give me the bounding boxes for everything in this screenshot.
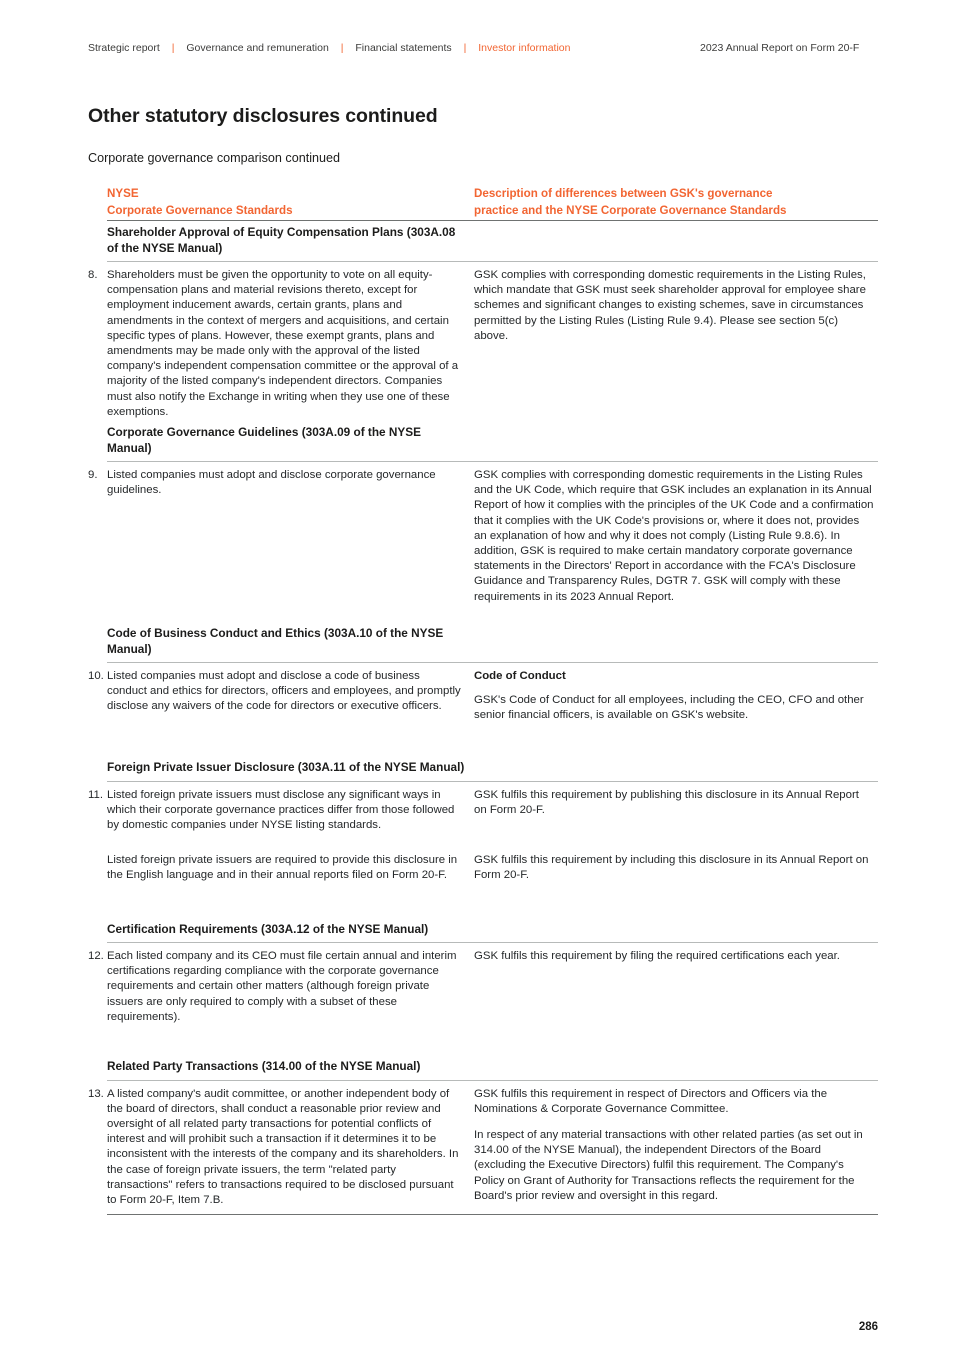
- corporate-governance-comparison-table: [88, 186, 878, 1215]
- page-number: 286: [858, 1321, 878, 1333]
- row-description-text: GSK fulfils this requirement by including this disclosure in its Annual Report on Form 20-F.: [474, 853, 869, 881]
- column-header-line2: practice and the NYSE Corporate Governance Standards: [474, 203, 787, 217]
- running-header: [88, 41, 878, 55]
- table-row: [88, 462, 878, 622]
- row-number: 10.: [88, 670, 104, 682]
- breadcrumb-separator: |: [463, 42, 467, 54]
- row-requirement-text: Listed companies must adopt and disclose a code of business conduct and ethics for directors, officers and employees, and promptly disclose any waivers of the code for directors or executive officers.: [107, 670, 461, 713]
- section-heading: Shareholder Approval of Equity Compensation Plans (303A.08 of the NYSE Manual): [107, 225, 456, 255]
- row-number: 12.: [88, 950, 104, 962]
- table-header-row: [88, 186, 878, 220]
- row-description-text: [474, 1087, 874, 1204]
- row-description-paragraph: In respect of any material transactions with other related parties (as set out in 314.00 of the NYSE Manual), the independent Directors of the Board (excluding the Executive Directors) fulfil this requirement. The Company's Policy on Grant of Authority for Transactions reflects the requirement for the Board's prior review and oversight in this regard.: [474, 1128, 863, 1202]
- breadcrumb-item-financial-statements[interactable]: Financial statements: [355, 42, 452, 54]
- table-row: [88, 262, 878, 421]
- column-header-line2: Corporate Governance Standards: [107, 203, 293, 217]
- column-header-line1: Description of differences between GSK's governance: [474, 187, 773, 200]
- section-heading: Related Party Transactions (314.00 of the NYSE Manual): [107, 1059, 421, 1073]
- section-heading: Certification Requirements (303A.12 of the NYSE Manual): [107, 921, 429, 936]
- section-heading: Corporate Governance Guidelines (303A.09 of the NYSE Manual): [107, 425, 422, 455]
- document-reference: 2023 Annual Report on Form 20-F: [700, 42, 860, 54]
- table-row: [88, 782, 878, 847]
- row-number: 9.: [88, 469, 98, 481]
- row-description-text: GSK fulfils this requirement by filing the required certifications each year.: [474, 950, 840, 962]
- row-number: 8.: [88, 269, 98, 281]
- page-title: Other statutory disclosures continued: [88, 105, 438, 127]
- section-heading: Foreign Private Issuer Disclosure (303A.11 of the NYSE Manual): [107, 760, 465, 774]
- breadcrumb-separator: |: [171, 42, 175, 54]
- column-header-gsk-description: [474, 186, 874, 219]
- column-header-nyse-standards: [107, 186, 457, 219]
- breadcrumb-separator: |: [340, 42, 344, 54]
- row-description-text: GSK complies with corresponding domestic requirements in the Listing Rules, which mandate that GSK must seek shareholder approval for employee share schemes and significant changes to existing schemes, save in circumstances permitted by the Listing Rules (Listing Rule 9.4). Please see section 5(c) above.: [474, 269, 866, 342]
- row-number: 11.: [88, 788, 103, 801]
- row-number: 13.: [88, 1087, 104, 1100]
- row-description-body: GSK's Code of Conduct for all employees, including the CEO, CFO and other senior financial officers, is available on GSK's website.: [474, 694, 864, 722]
- breadcrumb-item-strategic-report[interactable]: Strategic report: [88, 42, 160, 54]
- row-requirement-text: Listed companies must adopt and disclose corporate governance guidelines.: [107, 469, 436, 497]
- breadcrumb: [88, 41, 570, 55]
- breadcrumb-item-governance-and-remuneration[interactable]: Governance and remuneration: [186, 42, 329, 54]
- table-row: [88, 847, 878, 918]
- breadcrumb-item-investor-information[interactable]: Investor information: [478, 42, 571, 54]
- section-subtitle: Corporate governance comparison continued: [88, 151, 341, 165]
- section-heading: Code of Business Conduct and Ethics (303A.10 of the NYSE Manual): [107, 626, 444, 656]
- table-row: [88, 1081, 878, 1214]
- column-header-line1: NYSE: [107, 187, 139, 200]
- row-requirement-text: Each listed company and its CEO must file certain annual and interim certifications regarding compliance with the corporate governance requirements and certain other matters (although foreign private issuers are only required to comply with a subset of these requirements).: [107, 950, 457, 1023]
- row-description-text: GSK fulfils this requirement by publishing this disclosure in its Annual Report on Form 20-F.: [474, 788, 859, 816]
- table-row: [88, 943, 878, 1055]
- row-description-paragraph: GSK fulfils this requirement in respect of Directors and Officers via the Nominations & Corporate Governance Committee.: [474, 1087, 828, 1115]
- row-requirement-text: Shareholders must be given the opportunity to vote on all equity-compensation plans and material revisions thereto, except for employment inducement awards, certain grants, plans and amendments in the context of mergers and acquisitions, and certain specific types of plans. However, these exempt grants, plans and amendments may be made only with the approval of the listed company's independent compensation committee or the approval of a majority of the listed company's independent directors. Companies must also notify the Exchange in writing when they use one of these exemptions.: [107, 269, 459, 418]
- table-bottom-rule: [107, 1214, 878, 1215]
- row-description-text: [474, 669, 874, 724]
- row-description-heading: Code of Conduct: [474, 670, 566, 682]
- table-row: [88, 663, 878, 756]
- row-description-text: GSK complies with corresponding domestic requirements in the Listing Rules and the UK Code, which require that GSK includes an explanation in its Annual Report of how it complies with the principles of the UK Code and a confirmation that it complies with the UK Code's provisions or, where it does not, provides an explanation of how and why it does not comply (Listing Rule 9.8.6). In addition, GSK is required to make certain mandatory corporate governance statements in the Directors' Report in accordance with the FCA's Disclosure Guidance and Transparency Rules, DGTR 7. GSK will comply with these requirements in its 2023 Annual Report.: [474, 469, 874, 603]
- row-requirement-text: Listed foreign private issuers must disclose any significant ways in which their corporate governance practices differ from those followed by domestic companies under NYSE listing standards.: [107, 788, 455, 831]
- row-requirement-text: Listed foreign private issuers are required to provide this disclosure in the English language and in their annual reports filed on Form 20-F.: [107, 853, 458, 881]
- row-requirement-text: A listed company's audit committee, or another independent body of the board of directors, shall conduct a reasonable prior review and oversight of all related party transactions for potential conflicts of interest and will prohibit such a transaction if it determines it to be inconsistent with the interests of the company and its shareholders. In the case of foreign private issuers, the term "related party transactions" refers to transactions required to be disclosed pursuant to Form 20-F, Item 7.B.: [107, 1087, 459, 1206]
